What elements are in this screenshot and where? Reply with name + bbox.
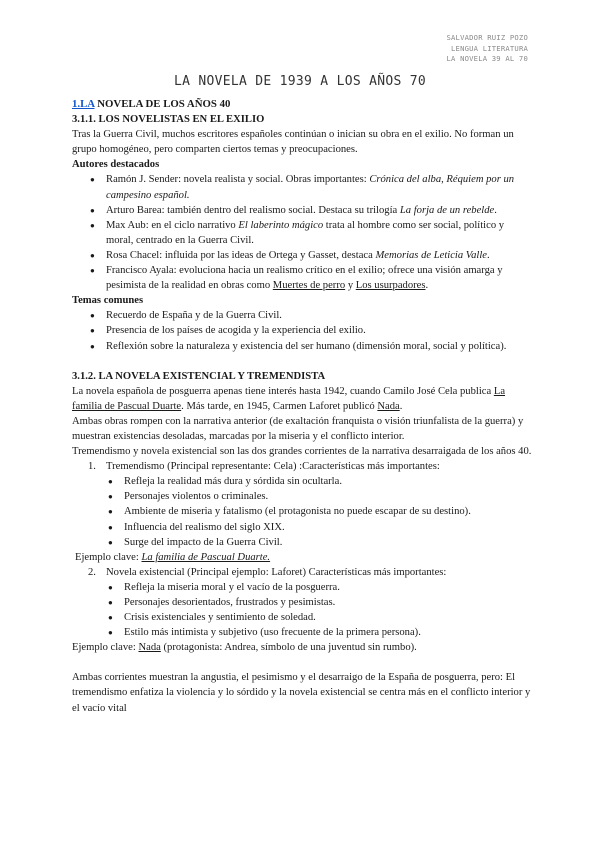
header-meta bbox=[447, 33, 529, 65]
section-heading-1 bbox=[72, 97, 532, 112]
list-item: ● Francisco Ayala: evoluciona hacia un realismo crítico en el exilio; ofrece una visión amarga y pesimista de la realidad en obras como Muertes de perro y Los usurpadores. bbox=[106, 263, 532, 293]
work-link: La familia de Pascual Duarte. bbox=[141, 551, 271, 563]
numbered-item-tremendismo: 1. Tremendismo (Principal representante: Cela) :Características más importantes: bbox=[88, 461, 440, 473]
list-item: ● Estilo más intimista y subjetivo (uso frecuente de la primera persona). bbox=[124, 625, 532, 640]
document-title: LA NOVELA DE 1939 A LOS AÑOS 70 bbox=[174, 74, 426, 89]
work-link: Nada bbox=[377, 400, 400, 412]
list-item: ● Refleja la realidad más dura y sórdida sin ocultarla. bbox=[124, 474, 532, 489]
subsection-heading-existencial: 3.1.2. LA NOVELA EXISTENCIAL Y TREMENDISTA bbox=[72, 370, 326, 382]
list-item: ● Recuerdo de España y de la Guerra Civil. bbox=[106, 308, 532, 323]
themes-list bbox=[72, 308, 532, 353]
list-item: ● Ambiente de miseria y fatalismo (el protagonista no puede escapar de su destino). bbox=[124, 504, 532, 519]
themes-label: Temas comunes bbox=[72, 295, 144, 307]
header-topic: LA NOVELA 39 AL 70 bbox=[446, 54, 528, 63]
work-link: La familia de Pascual Duarte bbox=[72, 385, 506, 412]
paragraph: Ambas obras rompen con la narrativa anterior (de exaltación franquista o visión triunfalista de la guerra) y muestran existencias desoladas, marcadas por la miseria y el conflicto interior. bbox=[72, 415, 524, 442]
list-item: ● Personajes desorientados, frustrados y pesimistas. bbox=[124, 595, 532, 610]
list-item: ● Max Aub: en el ciclo narrativo El laberinto mágico trata al hombre como ser social, político y moral, centrado en la Guerra Civil. bbox=[106, 218, 532, 248]
list-item: ● Reflexión sobre la naturaleza y existencia del ser humano (dimensión moral, social y política). bbox=[106, 339, 532, 354]
list-item: ● Presencia de los países de acogida y la experiencia del exilio. bbox=[106, 323, 532, 338]
section-link[interactable]: 1.LA bbox=[72, 98, 95, 110]
list-item: ● Influencia del realismo del siglo XIX. bbox=[124, 520, 532, 535]
list-item: ● Personajes violentos o criminales. bbox=[124, 489, 532, 504]
existencial-list bbox=[72, 580, 532, 640]
list-item: ● Ramón J. Sender: novela realista y social. Obras importantes: Crónica del alba, Réquiem por un campesino español. bbox=[106, 172, 532, 202]
example-existencial: Ejemplo clave: Nada (protagonista: Andrea, símbolo de una juventud sin rumbo). bbox=[72, 642, 417, 654]
exilio-intro: Tras la Guerra Civil, muchos escritores españoles continúan o inician su obra en el exilio. No forman un grupo homogéneo, pero comparten ciertos temas y preocupaciones. bbox=[72, 129, 514, 156]
work-link: Muertes de perro bbox=[272, 280, 346, 292]
conclusion-paragraph: Ambas corrientes muestran la angustia, el pesimismo y el desarraigo de la España de posguerra, pero: El tremendismo enfatiza la violencia y lo sórdido y la novela existencial se centra más en el conflicto interior y el vacío vital bbox=[72, 672, 531, 714]
work-link: Los usurpadores bbox=[355, 280, 426, 292]
tremendismo-list bbox=[72, 474, 532, 549]
header-subject: LENGUA LITERATURA bbox=[451, 43, 528, 53]
document-body bbox=[72, 97, 532, 716]
section-heading-text: NOVELA DE LOS AÑOS 40 bbox=[94, 98, 231, 110]
numbered-item-existencial: 2. Novela existencial (Principal ejemplo: Laforet) Características más importantes: bbox=[88, 566, 447, 578]
paragraph: La novela española de posguerra apenas tiene interés hasta 1942, cuando Camilo José Cela publica La familia de Pascual Duarte. Más tarde, en 1945, Carmen Laforet publicó Nada. bbox=[72, 385, 506, 412]
work-link: Nada bbox=[138, 642, 161, 654]
list-item: ● Refleja la miseria moral y el vacío de la posguerra. bbox=[124, 580, 532, 595]
list-item: ● Crisis existenciales y sentimiento de soledad. bbox=[124, 610, 532, 625]
authors-list bbox=[72, 172, 532, 293]
paragraph: Tremendismo y novela existencial son las dos grandes corrientes de la narrativa desarraigada de los años 40. bbox=[72, 446, 532, 458]
subsection-heading-exilio: 3.1.1. LOS NOVELISTAS EN EL EXILIO bbox=[72, 114, 265, 126]
list-item: ● Arturo Barea: también dentro del realismo social. Destaca su trilogía La forja de un rebelde. bbox=[106, 203, 532, 218]
authors-label: Autores destacados bbox=[72, 159, 160, 171]
list-item: ● Rosa Chacel: influida por las ideas de Ortega y Gasset, destaca Memorias de Leticia Valle. bbox=[106, 248, 532, 263]
header-author: SALVADOR RUIZ POZO bbox=[446, 33, 528, 42]
list-item: ● Surge del impacto de la Guerra Civil. bbox=[124, 535, 532, 550]
example-tremendismo: Ejemplo clave: La familia de Pascual Duarte. bbox=[75, 551, 271, 563]
